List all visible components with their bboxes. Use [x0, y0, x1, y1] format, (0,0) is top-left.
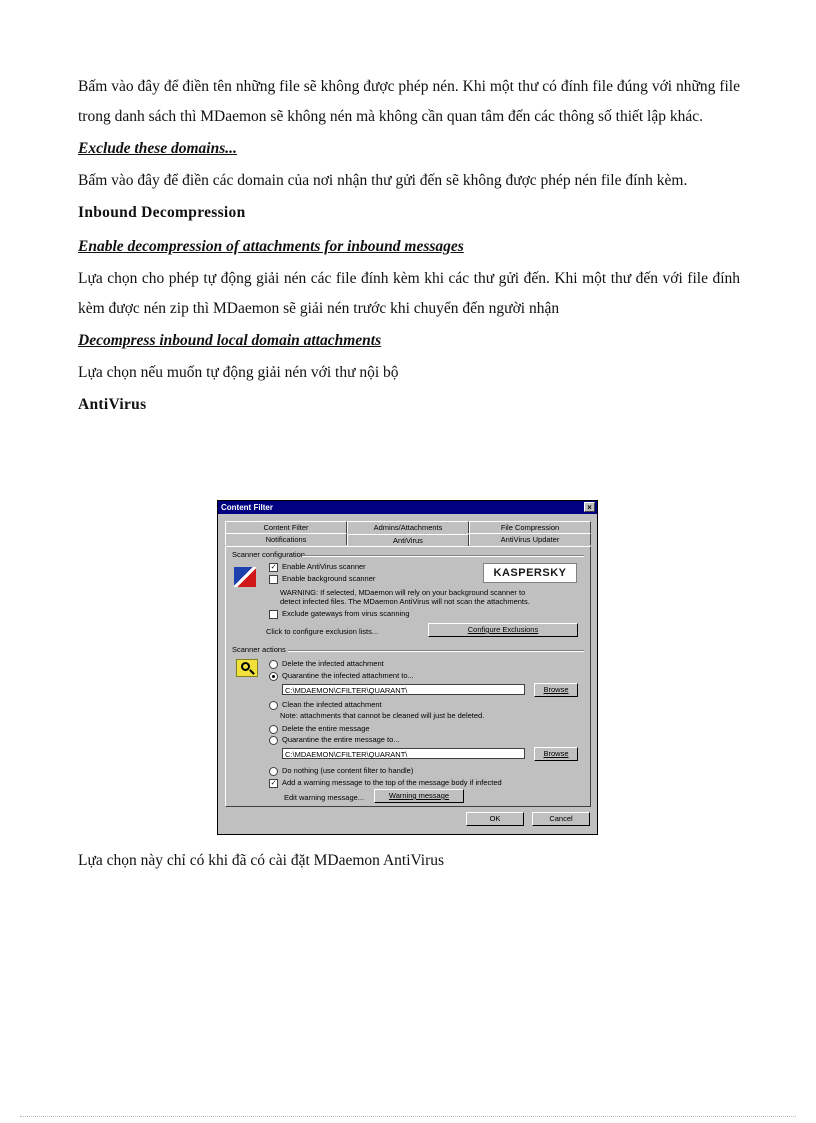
paragraph-exclude-files: Bấm vào đây để điền tên những file sẽ không được phép nén. Khi một thư có đính file đúng với những file trong danh sách thì MDaemon sẽ không nén mà không cần quan tâm đến các thông số thiết lập khác. [78, 78, 740, 125]
warning-message-button[interactable]: Warning message [374, 789, 464, 803]
checkbox-checked: ✓ [270, 779, 277, 787]
exclude-gateways-checkbox[interactable]: Exclude gateways from virus scanning [269, 609, 410, 619]
radio-off [269, 660, 278, 669]
heading-enable-decompression: Enable decompression of attachments for inbound messages [78, 238, 464, 255]
enable-background-checkbox[interactable]: Enable background scanner [269, 574, 375, 584]
group-divider [302, 555, 584, 557]
page-footer-divider [20, 1116, 796, 1117]
quarantine-attachment-radio[interactable]: Quarantine the infected attachment to... [269, 671, 414, 681]
enable-antivirus-checkbox[interactable]: ✓ Enable AntiVirus scanner [270, 562, 366, 571]
checkbox-unchecked [269, 575, 278, 584]
add-warning-checkbox[interactable]: ✓ Add a warning message to the top of the message body if infected [270, 778, 502, 787]
tab-content-filter[interactable]: Content Filter [225, 521, 347, 533]
radio-off [269, 725, 278, 734]
heading-decompress-local: Decompress inbound local domain attachments [78, 332, 382, 349]
checkbox-unchecked [269, 610, 278, 619]
quarantine-message-path-input[interactable]: C:\MDAEMON\CFILTER\QUARANT\ [282, 748, 525, 759]
warning-line-2: detect infected files. The MDaemon AntiVirus will not scan the attachments. [280, 597, 530, 606]
content-filter-dialog [217, 500, 598, 835]
radio-on [269, 672, 278, 681]
paragraph-enable-decompression: Lựa chọn cho phép tự động giải nén các file đính kèm khi các thư gửi đến. Khi một thư đến với file đính kèm được nén zip thì MDaemon sẽ giải nén trước khi chuyển đến người nhận [78, 270, 740, 317]
dialog-titlebar [218, 501, 597, 514]
ok-button[interactable]: OK [466, 812, 524, 826]
browse-button-2[interactable]: Browse [534, 747, 578, 761]
scanner-configuration-label: Scanner configuration [232, 550, 305, 559]
tab-strip [225, 521, 591, 545]
paragraph-decompress-local: Lựa chọn nếu muốn tự động giải nén với thư nội bộ [78, 364, 399, 381]
browse-button-1[interactable]: Browse [534, 683, 578, 697]
clean-infected-radio[interactable]: Clean the infected attachment [269, 700, 382, 710]
heading-antivirus: AntiVirus [78, 396, 147, 413]
magnifier-icon [236, 659, 258, 677]
edit-warning-label: Edit warning message... [284, 793, 365, 802]
configure-exclusions-button[interactable]: Configure Exclusions [428, 623, 578, 637]
close-icon[interactable]: × [584, 502, 595, 512]
heading-exclude-domains: Exclude these domains... [78, 140, 237, 157]
antivirus-panel [225, 546, 591, 807]
tab-notifications[interactable]: Notifications [225, 533, 347, 545]
document-body [78, 72, 740, 422]
scanner-icon [234, 567, 256, 587]
quarantine-attachment-path-input[interactable]: C:\MDAEMON\CFILTER\QUARANT\ [282, 684, 525, 695]
paragraph-antivirus-note: Lựa chọn này chỉ có khi đã có cài đặt MDaemon AntiVirus [78, 852, 445, 869]
warning-line-1: WARNING: If selected, MDaemon will rely on your background scanner to [280, 588, 526, 597]
tab-file-compression[interactable]: File Compression [469, 521, 591, 533]
radio-off [269, 701, 278, 710]
delete-infected-radio[interactable]: Delete the infected attachment [269, 659, 384, 669]
do-nothing-radio[interactable]: Do nothing (use content filter to handle) [269, 766, 413, 776]
radio-off [269, 767, 278, 776]
radio-off [269, 736, 278, 745]
logo-text: KASPERSKY [493, 567, 567, 579]
clean-note: Note: attachments that cannot be cleaned will just be deleted. [280, 711, 485, 720]
tab-antivirus-updater[interactable]: AntiVirus Updater [469, 533, 591, 545]
checkbox-checked: ✓ [270, 563, 277, 571]
kaspersky-logo [483, 563, 577, 583]
cancel-button[interactable]: Cancel [532, 812, 590, 826]
configure-exclusions-label: Click to configure exclusion lists... [266, 627, 379, 636]
tab-antivirus[interactable]: AntiVirus [347, 534, 469, 546]
tab-admins-attachments[interactable]: Admins/Attachments [347, 521, 469, 533]
dialog-title: Content Filter [221, 503, 273, 512]
quarantine-message-radio[interactable]: Quarantine the entire message to... [269, 735, 400, 745]
delete-message-radio[interactable]: Delete the entire message [269, 724, 370, 734]
group-divider [288, 650, 584, 652]
paragraph-exclude-domains: Bấm vào đây để điền các domain của nơi nhận thư gửi đến sẽ không được phép nén file đính kèm. [78, 172, 688, 189]
scanner-actions-label: Scanner actions [232, 645, 286, 654]
heading-inbound-decompression: Inbound Decompression [78, 204, 246, 221]
